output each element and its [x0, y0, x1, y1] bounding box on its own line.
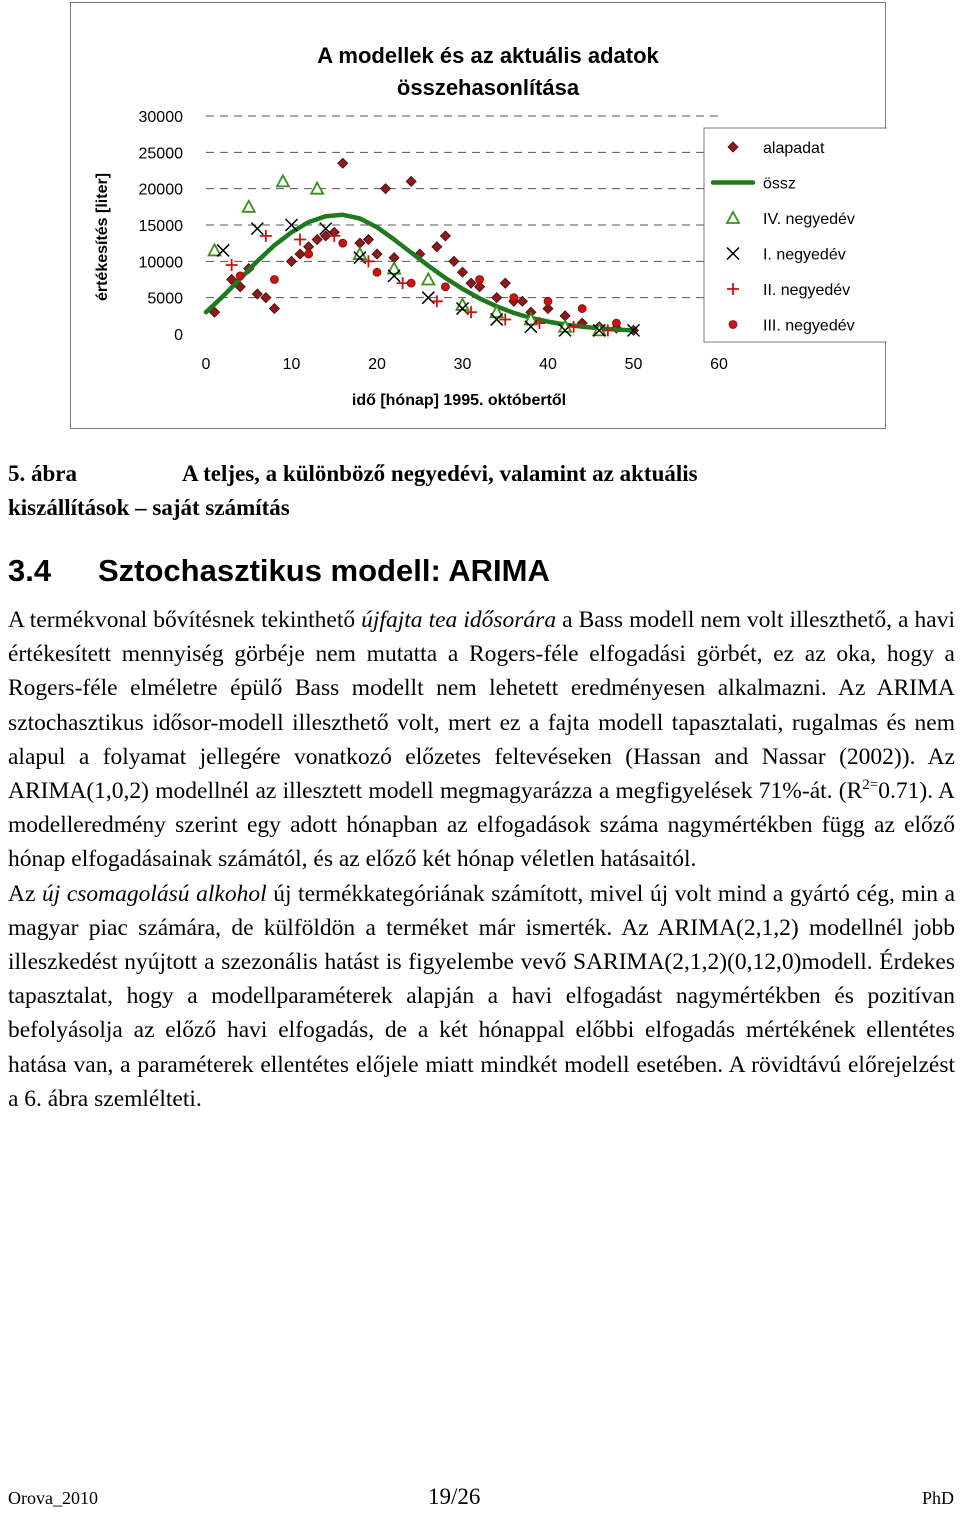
- text-run: A termékvonal bővítésnek tekinthető: [8, 607, 362, 633]
- data-point: [422, 274, 434, 285]
- data-point: [407, 279, 415, 287]
- data-point: [260, 230, 272, 242]
- series-ii-negyed-v: [226, 230, 614, 336]
- emphasis: új csomagolású alkohol: [41, 880, 267, 907]
- footer-author: Orova_2010: [8, 1488, 98, 1508]
- emphasis: újfajta tea idősorára: [361, 607, 557, 633]
- legend-swatch: [729, 321, 737, 329]
- data-point: [269, 304, 279, 314]
- data-point: [449, 256, 459, 266]
- y-tick-label: 25000: [138, 145, 183, 163]
- data-point: [612, 319, 620, 327]
- data-point: [372, 249, 382, 259]
- footer-degree: PhD: [921, 1488, 954, 1508]
- data-point: [476, 276, 484, 284]
- series-line: [206, 215, 634, 331]
- y-tick-label: 10000: [138, 254, 183, 272]
- paragraph-2: [8, 877, 955, 1116]
- data-point: [295, 249, 305, 259]
- data-point: [251, 223, 263, 235]
- y-tick-label: 0: [174, 327, 183, 344]
- y-tick-label: 30000: [138, 109, 183, 126]
- figure-caption-line2: kiszállítások – saját számítás: [8, 495, 290, 520]
- x-tick-label: 60: [710, 356, 728, 373]
- legend-label: II. negyedév: [763, 282, 851, 299]
- data-point: [373, 268, 381, 276]
- data-point: [510, 294, 518, 302]
- legend-label: IV. negyedév: [763, 211, 855, 228]
- figure-frame: [70, 2, 886, 429]
- figure-label: 5. ábra: [8, 461, 77, 486]
- x-tick-label: 50: [624, 356, 643, 373]
- chart: [71, 3, 887, 430]
- data-point: [339, 239, 347, 247]
- data-point: [217, 244, 229, 256]
- section-heading: [8, 553, 550, 589]
- y-tick-label: 15000: [138, 218, 183, 235]
- y-axis-ticks: [139, 109, 184, 344]
- superscript: 2=: [862, 777, 879, 794]
- chart-title-line2: összehasonlítása: [396, 75, 580, 100]
- text-run: új termékkategóriának számított, mivel új volt mind a gyártó cég, min a magyar piac számára, de külföldön a terméket már ismerték. Az ARIMA(2,1,2) modellnél jobb illeszkedést nyújtott a szezonális hatást is figyelembe vevő SARIMA(2,1,2)(0,12,0)modell. Érdekes tapasztalat, hogy a modellparaméterek alapján a havi elfogadást nagymértékben és pozitívan befolyásolja az előző havi elfogadás, de a két hónappal előbbi elfogadás mértékének ellentétes hatása van, a paraméterek ellentétes előjele miatt mindkét modell esetében. A rövidtávú előrejelzést a 6. ábra szemlélteti.: [8, 880, 955, 1112]
- data-point: [544, 297, 552, 305]
- data-point: [432, 242, 442, 252]
- y-axis-label: értékesítés [liter]: [94, 172, 111, 302]
- series--ssz: [206, 215, 634, 331]
- section-number: 3.4: [8, 553, 52, 588]
- data-point: [500, 278, 510, 288]
- x-axis-label: idő [hónap] 1995. októbertől: [351, 392, 567, 409]
- data-point: [440, 231, 450, 241]
- paragraph-1: [8, 603, 955, 877]
- caption-text: A teljes, a különböző negyedévi, valamint az aktuális: [182, 461, 698, 486]
- legend-label: össz: [763, 175, 796, 193]
- data-point: [270, 276, 278, 284]
- x-tick-label: 20: [368, 356, 386, 373]
- x-tick-label: 30: [453, 356, 472, 373]
- x-tick-label: 0: [201, 356, 211, 373]
- legend-label: I. negyedév: [763, 246, 846, 264]
- text-run: Az: [8, 880, 42, 907]
- data-point: [277, 175, 289, 186]
- x-tick-label: 40: [539, 356, 557, 373]
- data-point: [381, 184, 391, 194]
- legend-box: [704, 128, 887, 342]
- legend: [704, 128, 887, 342]
- page-number: 19/26: [428, 1484, 481, 1509]
- data-point: [287, 256, 297, 266]
- data-point: [243, 201, 255, 212]
- series-layer: [206, 158, 640, 336]
- legend-label: alapadat: [763, 140, 825, 157]
- data-point: [236, 272, 244, 280]
- x-tick-label: 10: [282, 356, 301, 373]
- figure-caption-line1: [8, 457, 698, 491]
- y-tick-label: 20000: [138, 181, 183, 199]
- text-run: a Bass modell nem volt illeszthető, a havi értékesített mennyiség görbéje nem mutatta a Rogers-féle elfogadási görbét, ez az oka, hogy a Rogers-féle elméletre épülő Bass modellt nem lehetett eredményesen alkalmazni. Az ARIMA sztochasztikus idősor-modell illeszthető volt, mert ez a fajta modell tapasztalati, rugalmas és nem alapul a folyamat jellegére vonatkozó előzetes feltevéseken (Hassan and Nassar (2002)). Az ARIMA(1,0,2) modellnél az illesztett modell megmagyarázza a megfigyelések 71%-át. (R: [8, 607, 955, 805]
- section-title: Sztochasztikus modell: ARIMA: [98, 553, 550, 588]
- data-point: [294, 234, 306, 246]
- data-point: [226, 259, 238, 271]
- text-run: 0.71). A modelleredmény szerint egy adott hónapban az elfogadások száma nagymértékben függ az előző hónap elfogadásainak számától, és az előző két hónap véletlen hatásaitól.: [8, 778, 955, 873]
- y-tick-label: 5000: [147, 290, 183, 308]
- data-point: [578, 305, 586, 313]
- data-point: [431, 295, 443, 307]
- chart-title-line1: A modellek és az aktuális adatok: [317, 43, 659, 68]
- data-point: [406, 176, 416, 186]
- body-text: [8, 603, 955, 1116]
- data-point: [458, 267, 468, 277]
- legend-label: III. negyedév: [763, 317, 855, 335]
- data-point: [338, 158, 348, 168]
- x-axis-ticks: [202, 356, 728, 373]
- data-point: [305, 250, 313, 258]
- data-point: [441, 283, 449, 291]
- data-point: [492, 293, 502, 303]
